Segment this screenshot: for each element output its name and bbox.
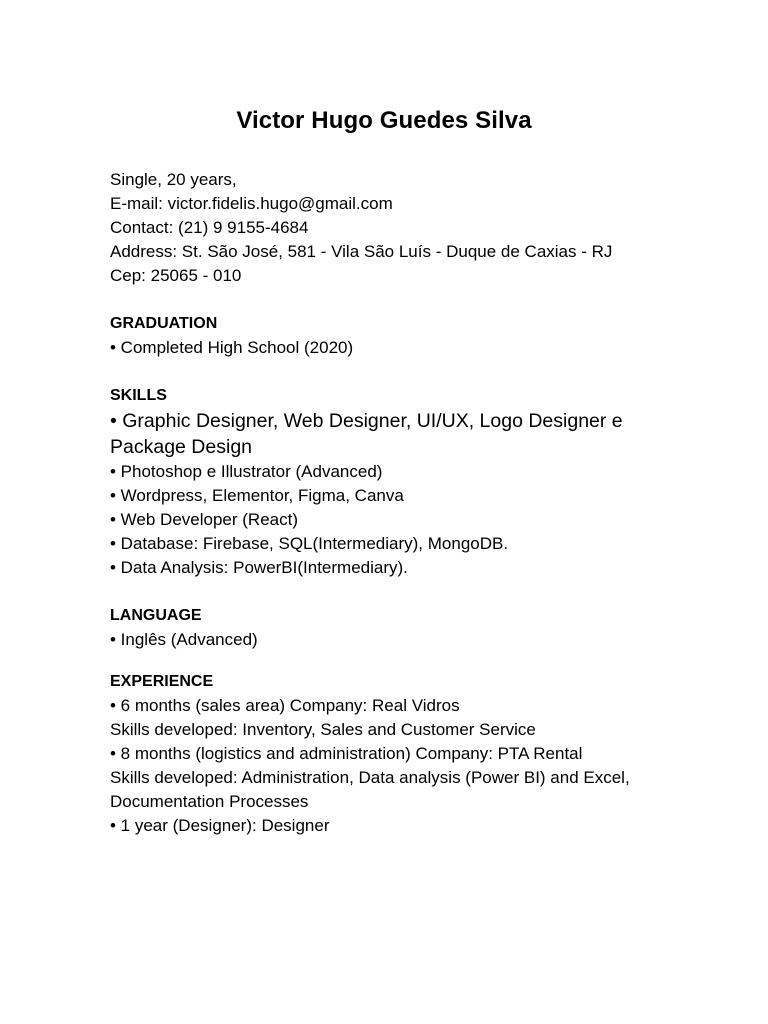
resume-name-title: Victor Hugo Guedes Silva	[236, 107, 532, 134]
language-item: • Inglês (Advanced)	[110, 630, 258, 649]
skills-item: • Web Developer (React)	[110, 510, 298, 529]
section-spacer	[110, 652, 670, 670]
personal-email: E-mail: victor.fidelis.hugo@gmail.com	[110, 194, 393, 213]
personal-cep: Cep: 25065 - 010	[110, 266, 242, 285]
section-spacer	[110, 360, 670, 384]
experience-item: • 8 months (logistics and administration) Company: PTA Rental	[110, 744, 583, 763]
skills-item: • Data Analysis: PowerBI(Intermediary).	[110, 558, 408, 577]
section-spacer	[110, 580, 670, 604]
graduation-item: • Completed High School (2020)	[110, 338, 354, 357]
section-spacer	[110, 288, 670, 312]
skills-heading: SKILLS	[110, 387, 167, 404]
resume-body	[110, 168, 670, 838]
skills-item: • Graphic Designer, Web Designer, UI/UX, Logo Designer e Package Design	[110, 410, 623, 458]
skills-item: • Photoshop e Illustrator (Advanced)	[110, 462, 383, 481]
personal-address: Address: St. São José, 581 - Vila São Luís - Duque de Caxias - RJ	[110, 242, 613, 261]
language-heading: LANGUAGE	[110, 607, 202, 624]
skills-item: • Database: Firebase, SQL(Intermediary), MongoDB.	[110, 534, 509, 553]
experience-item: • 1 year (Designer): Designer	[110, 816, 330, 835]
graduation-heading: GRADUATION	[110, 315, 218, 332]
experience-item: Skills developed: Administration, Data analysis (Power BI) and Excel, Documentation Processes	[110, 768, 630, 811]
skills-item: • Wordpress, Elementor, Figma, Canva	[110, 486, 404, 505]
personal-status: Single, 20 years,	[110, 170, 237, 189]
experience-item: • 6 months (sales area) Company: Real Vidros	[110, 696, 460, 715]
experience-item: Skills developed: Inventory, Sales and Customer Service	[110, 720, 536, 739]
personal-contact: Contact: (21) 9 9155-4684	[110, 218, 309, 237]
experience-heading: EXPERIENCE	[110, 673, 214, 690]
